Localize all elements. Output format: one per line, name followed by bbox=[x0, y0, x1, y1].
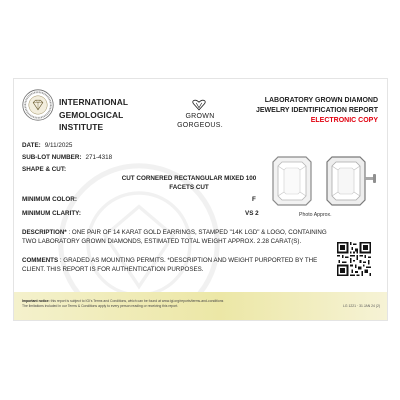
shape-value-line-1: CUT CORNERED RECTANGULAR MIXED 100 bbox=[121, 175, 257, 182]
sublot-value: 271-4318 bbox=[85, 154, 113, 161]
date-value: 9/11/2025 bbox=[44, 142, 73, 149]
clarity-value: VS 2 bbox=[245, 210, 259, 217]
footer-limitations: The limitations included in our Terms & Conditions apply to every person reading or receiving this report. bbox=[22, 304, 179, 308]
comments-text: : GRADED AS MOUNTING PERMITS. *DESCRIPTION AND WEIGHT PURPORTED BY THE CLIENT. THIS REPORT IS FOR AUTHENTICATION PURPOSES. bbox=[22, 257, 318, 273]
sublot-label: SUB-LOT NUMBER: bbox=[22, 154, 82, 161]
brand-line-2: GORGEOUS. bbox=[177, 122, 223, 129]
color-label: MINIMUM COLOR: bbox=[22, 196, 77, 203]
sublot-row bbox=[22, 154, 112, 161]
date-label: DATE: bbox=[22, 142, 41, 149]
right-earring bbox=[327, 157, 376, 205]
report-title-line-2: JEWELRY IDENTIFICATION REPORT bbox=[256, 107, 378, 114]
report-title-line-1: LABORATORY GROWN DIAMOND bbox=[264, 97, 378, 104]
qr-code[interactable] bbox=[337, 242, 371, 276]
igi-name bbox=[59, 96, 128, 134]
shape-label: SHAPE & CUT: bbox=[22, 166, 67, 173]
footer-notice-label: Important notice: bbox=[22, 299, 50, 303]
earrings-photo bbox=[269, 151, 379, 211]
report-title bbox=[256, 96, 378, 126]
footer-notice-text[interactable]: this report is subject to IGI's Terms and Conditions, which can be found at www.igi.org/reports/terms-and-conditions bbox=[50, 299, 224, 303]
igi-line-1: INTERNATIONAL bbox=[59, 97, 129, 107]
igi-line-3: INSTITUTE bbox=[59, 122, 104, 132]
description-text: : ONE PAIR OF 14 KARAT GOLD EARRINGS, STAMPED "14K LGD" & LOGO, CONTAINING TWO LABORATORY GROWN DIAMONDS, ESTIMATED TOTAL WEIGHT APPROX. 2.28 CARAT(S). bbox=[22, 229, 327, 245]
description bbox=[22, 229, 334, 246]
heart-diamond-icon bbox=[192, 99, 206, 111]
footer-band bbox=[14, 292, 388, 321]
igi-line-2: GEMOLOGICAL bbox=[59, 109, 124, 120]
description-label: DESCRIPTION* bbox=[22, 229, 67, 236]
brand-name bbox=[172, 112, 228, 130]
photo-caption: Photo Approx. bbox=[299, 212, 332, 218]
color-value: F bbox=[252, 196, 256, 203]
brand-line-1: GROWN bbox=[185, 113, 215, 120]
report-card bbox=[13, 78, 388, 321]
shape-value-line-2: FACETS CUT bbox=[169, 184, 209, 191]
comments bbox=[22, 257, 334, 274]
footer-notice bbox=[22, 299, 223, 303]
left-earring bbox=[273, 157, 311, 205]
comments-label: COMMENTS bbox=[22, 257, 59, 264]
footer-code: LG 1221 · 31 JAN 24 (2) bbox=[343, 304, 380, 308]
clarity-label: MINIMUM CLARITY: bbox=[22, 210, 81, 217]
igi-seal-logo bbox=[22, 89, 54, 121]
shape-value bbox=[94, 174, 284, 192]
date-row bbox=[22, 142, 72, 149]
electronic-copy-label: ELECTRONIC COPY bbox=[310, 117, 378, 124]
